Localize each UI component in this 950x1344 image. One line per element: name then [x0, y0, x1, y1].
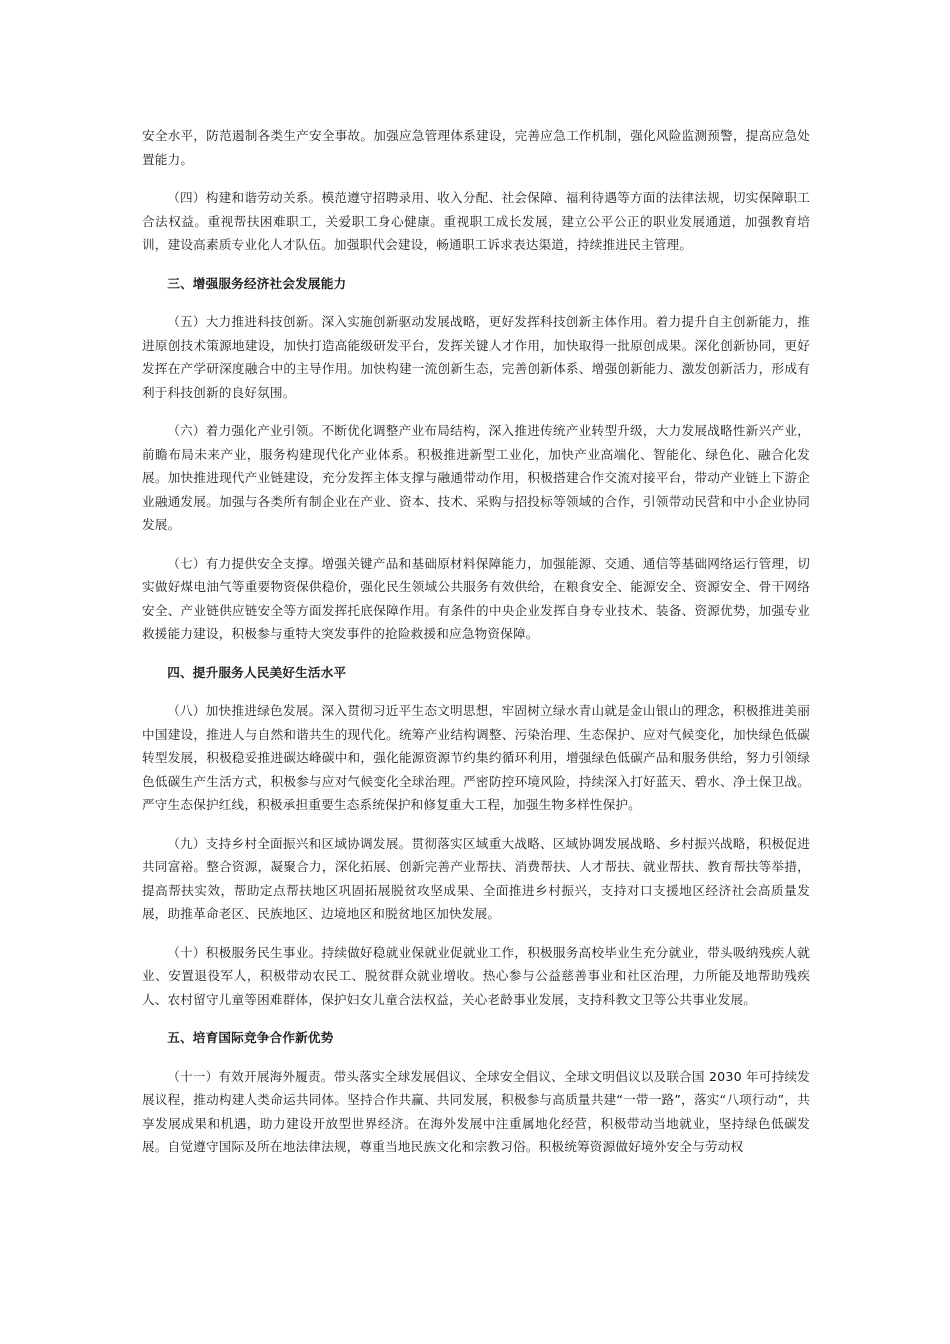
section-heading-4: 四、提升服务人民美好生活水平 — [167, 664, 347, 680]
document-page — [142, 124, 810, 1159]
paragraph-rural-revitalization: （九）支持乡村全面振兴和区域协调发展。贯彻落实区域重大战略、区域协调发展战略、乡村振兴战略，积极促进共同富裕。整合资源，凝聚合力，深化拓展、创新完善产业帮扶、消费帮扶、人才帮扶、就业帮扶、教育帮扶等举措，提高帮扶实效，帮助定点帮扶地区巩固拓展脱贫攻坚成果、全面推进乡村振兴，支持对口支援地区经济社会高质量发展，助推革命老区、民族地区、边境地区和脱贫地区加快发展。 — [142, 835, 810, 921]
section-heading-3: 三、增强服务经济社会发展能力 — [167, 275, 347, 291]
paragraph-industry-leadership: （六）着力强化产业引领。不断优化调整产业布局结构，深入推进传统产业转型升级，大力发展战略性新兴产业，前瞻布局未来产业，服务构建现代化产业体系。积极推进新型工业化，加快产业高端化、智能化、绿色化、融合化发展。加快推进现代产业链建设，充分发挥主体支撑与融通带动作用，积极搭建合作交流对接平台，带动产业链上下游企业融通发展。加强与各类所有制企业在产业、资本、技术、采购与招投标等领域的合作，引领带动民营和中小企业协同发展。 — [142, 423, 810, 532]
paragraph-green-development: （八）加快推进绿色发展。深入贯彻习近平生态文明思想，牢固树立绿水青山就是金山银山的理念，积极推进美丽中国建设，推进人与自然和谐共生的现代化。统筹产业结构调整、污染治理、生态保护、应对气候变化，加快绿色低碳转型发展，积极稳妥推进碳达峰碳中和，强化能源资源节约集约循环利用，增强绿色低碳产品和服务供给，努力引领绿色低碳生产生活方式，积极参与应对气候变化全球治理。严密防控环境风险，持续深入打好蓝天、碧水、净土保卫战。严守生态保护红线，积极承担重要生态系统保护和修复重大工程，加强生物多样性保护。 — [142, 703, 810, 812]
paragraph-continued: 安全水平，防范遏制各类生产安全事故。加强应急管理体系建设，完善应急工作机制，强化风险监测预警，提高应急处置能力。 — [142, 128, 810, 167]
paragraph-labor-relations: （四）构建和谐劳动关系。模范遵守招聘录用、收入分配、社会保障、福利待遇等方面的法律法规，切实保障职工合法权益。重视帮扶困难职工，关爱职工身心健康。重视职工成长发展，建立公平公正的职业发展通道，加强教育培训，建设高素质专业化人才队伍。加强职代会建设，畅通职工诉求表达渠道，持续推进民主管理。 — [142, 190, 810, 252]
paragraph-security-support: （七）有力提供安全支撑。增强关键产品和基础原材料保障能力，加强能源、交通、通信等基础网络运行管理，切实做好煤电油气等重要物资保供稳价，强化民生领域公共服务有效供给，在粮食安全、能源安全、资源安全、骨干网络安全、产业链供应链安全等方面发挥托底保障作用。有条件的中央企业发挥自身专业技术、装备、资源优势，加强专业救援能力建设，积极参与重特大突发事件的抢险救援和应急物资保障。 — [142, 555, 810, 641]
paragraph-tech-innovation: （五）大力推进科技创新。深入实施创新驱动发展战略，更好发挥科技创新主体作用。着力提升自主创新能力，推进原创技术策源地建设，加快打造高能级研发平台，发挥关键人才作用，加快取得一批原创成果。深化创新协同，更好发挥在产学研深度融合中的主导作用。加快构建一流创新生态，完善创新体系、增强创新能力、激发创新活力，形成有利于科技创新的良好氛围。 — [142, 314, 810, 400]
section-heading-5: 五、培育国际竞争合作新优势 — [167, 1030, 334, 1045]
paragraph-overseas-responsibility: （十一）有效开展海外履责。带头落实全球发展倡议、全球安全倡议、全球文明倡议以及联合国 2030 年可持续发展议程，推动构建人类命运共同体。坚持合作共赢、共同发展，积极参与高质量共建“一带一路”，落实“八项行动”，共享发展成果和机遇，助力建设开放型世界经济。在海外发展中注重属地化经营，积极带动当地就业，坚持绿色低碳发展。自觉遵守国际及所在地法律法规，尊重当地民族文化和宗教习俗。积极统筹资源做好境外安全与劳动权 — [142, 1068, 810, 1154]
paragraph-livelihood: （十）积极服务民生事业。持续做好稳就业保就业促就业工作，积极服务高校毕业生充分就业，带头吸纳残疾人就业、安置退役军人，积极带动农民工、脱贫群众就业增收。热心参与公益慈善事业和社区治理，力所能及地帮助残疾人、农村留守儿童等困难群体，保护妇女儿童合法权益，关心老龄事业发展，支持科教文卫等公共事业发展。 — [142, 944, 810, 1007]
